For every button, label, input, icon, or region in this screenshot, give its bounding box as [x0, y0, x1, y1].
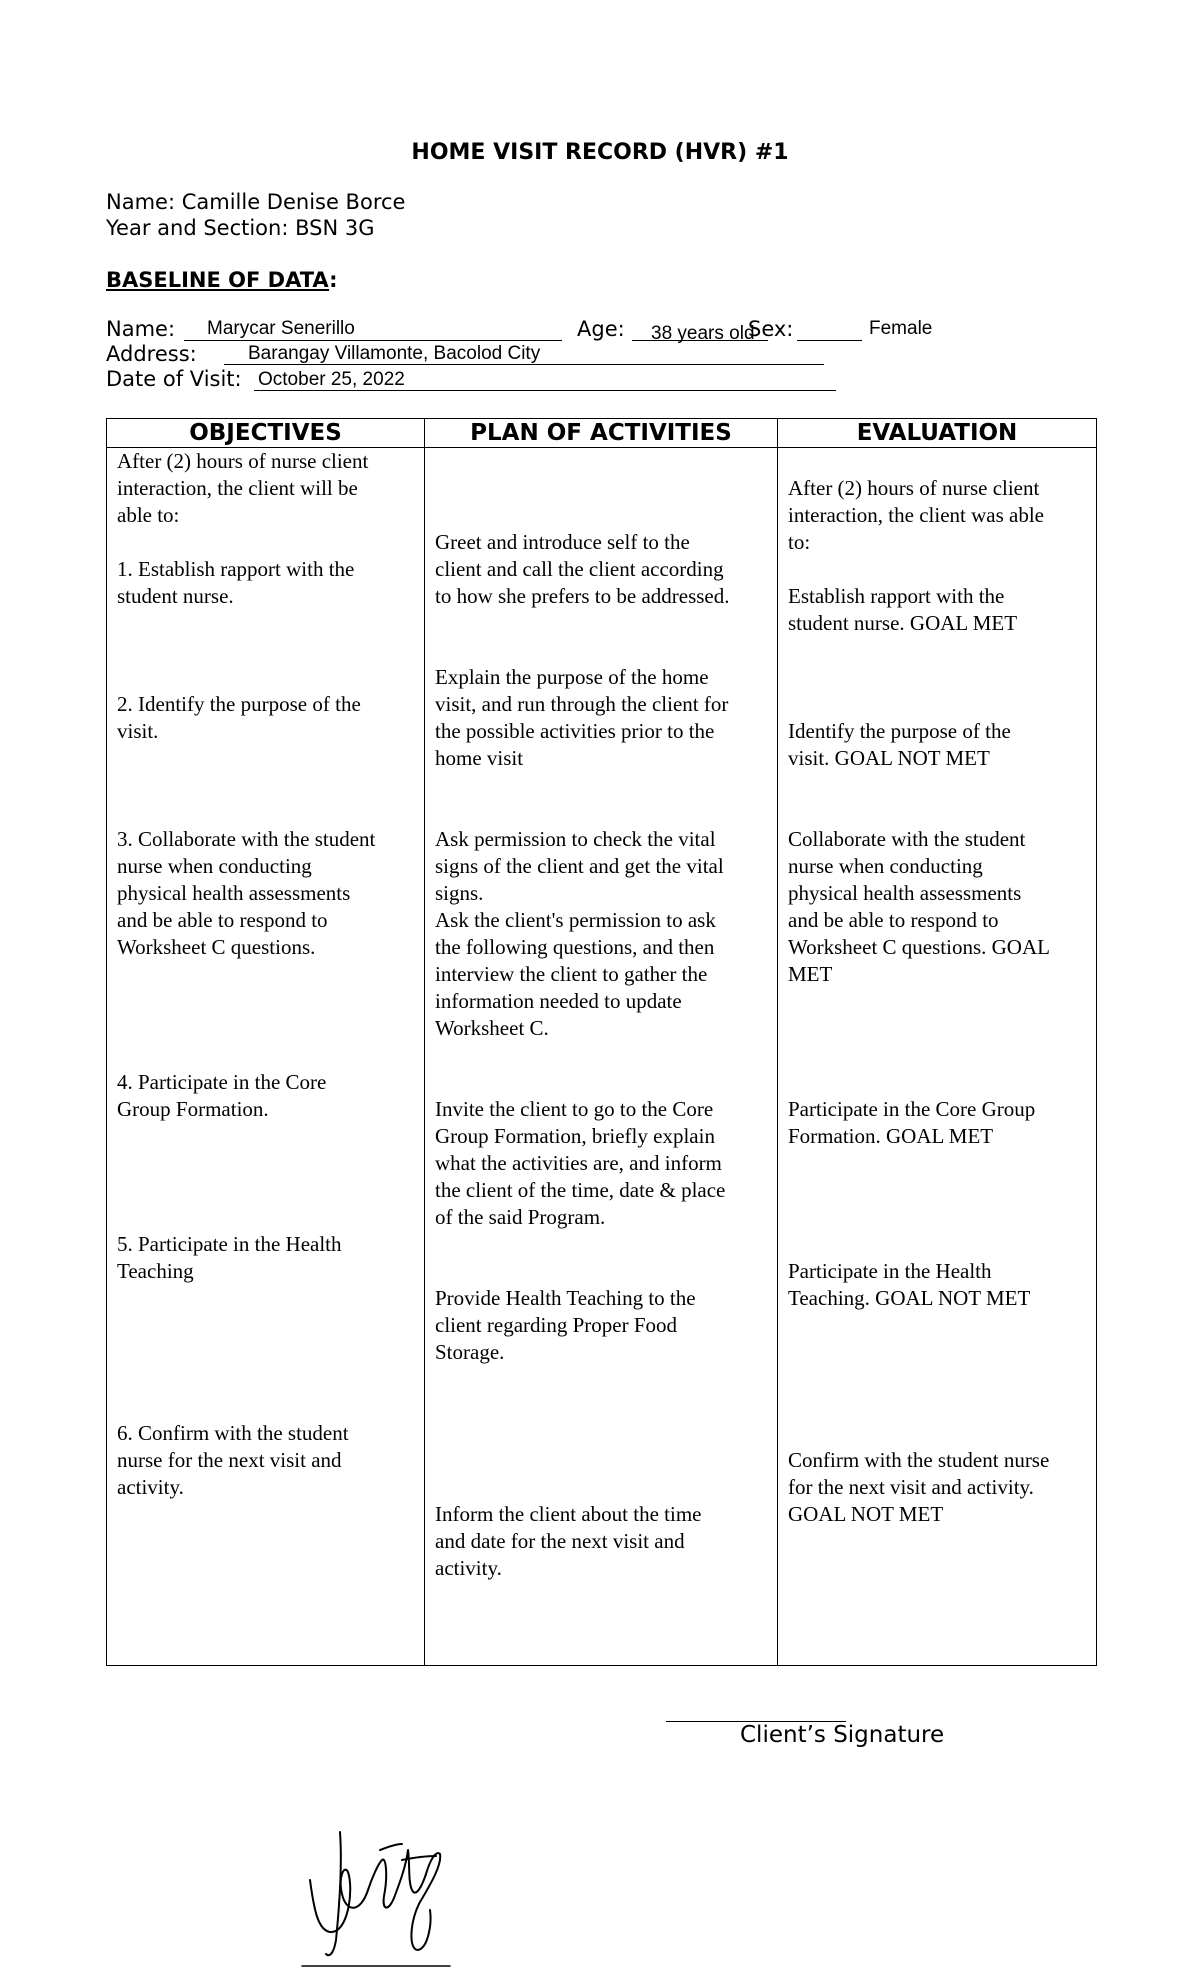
plan-of-activities-column [425, 448, 778, 1666]
student-name: Name: Camille Denise Borce [106, 190, 406, 214]
text-line: 3. Collaborate with the student [117, 827, 376, 851]
text-line: Worksheet C. [435, 1016, 549, 1040]
text-line: After (2) hours of nurse client [788, 476, 1040, 500]
objective-1 [117, 556, 416, 610]
evaluation-6 [788, 1447, 1088, 1528]
text-line: activity. [435, 1556, 502, 1580]
plan-4 [435, 1096, 769, 1231]
handwritten-signature-icon [290, 1820, 490, 1970]
evaluation-1 [788, 583, 1088, 637]
text-line: visit. GOAL NOT MET [788, 746, 990, 770]
plan-5 [435, 1285, 769, 1366]
text-line: 6. Confirm with the student [117, 1421, 349, 1445]
text-line: After (2) hours of nurse client [117, 449, 369, 473]
objectives-intro [117, 448, 416, 529]
text-line: for the next visit and activity. [788, 1475, 1034, 1499]
objective-4 [117, 1069, 416, 1123]
document-title: HOME VISIT RECORD (HVR) #1 [411, 140, 789, 165]
evaluation-4 [788, 1096, 1088, 1150]
text-line: and be able to respond to [788, 908, 999, 932]
plan-1 [435, 529, 769, 610]
client-age-label: Age: [577, 317, 625, 341]
text-line: nurse for the next visit and [117, 1448, 342, 1472]
text-line: 4. Participate in the Core [117, 1070, 327, 1094]
plan-3 [435, 826, 769, 1042]
evaluation-2 [788, 718, 1088, 772]
evaluation-intro [788, 475, 1088, 556]
text-line: the possible activities prior to the [435, 719, 715, 743]
text-line: Group Formation, briefly explain [435, 1124, 715, 1148]
text-line: information needed to update [435, 989, 682, 1013]
header-evaluation: EVALUATION [778, 419, 1097, 448]
visit-date-value: October 25, 2022 [258, 369, 405, 390]
text-line: client regarding Proper Food [435, 1313, 678, 1337]
text-line: the following questions, and then [435, 935, 715, 959]
client-address-label: Address: [106, 342, 197, 366]
text-line: home visit [435, 746, 524, 770]
text-line: Greet and introduce self to the [435, 530, 690, 554]
text-line: activity. [117, 1475, 184, 1499]
text-line: physical health assessments [117, 881, 351, 905]
baseline-heading-colon: : [329, 268, 338, 292]
objectives-column [107, 448, 425, 1666]
baseline-heading-text: BASELINE OF DATA [106, 268, 330, 292]
text-line: Group Formation. [117, 1097, 269, 1121]
header-plan-of-activities: PLAN OF ACTIVITIES [425, 419, 778, 448]
text-line: visit, and run through the client for [435, 692, 729, 716]
text-line: Teaching [117, 1259, 194, 1283]
client-address-value: Barangay Villamonte, Bacolod City [248, 343, 541, 364]
text-line: the client of the time, date & place [435, 1178, 726, 1202]
evaluation-5 [788, 1258, 1088, 1312]
text-line: to: [788, 530, 811, 554]
text-line: Participate in the Health [788, 1259, 992, 1283]
text-line: Provide Health Teaching to the [435, 1286, 696, 1310]
plan-2 [435, 664, 769, 772]
text-line: interaction, the client was able [788, 503, 1044, 527]
client-sex-rule [797, 340, 862, 341]
text-line: student nurse. GOAL MET [788, 611, 1018, 635]
objective-5 [117, 1231, 416, 1285]
year-section: Year and Section: BSN 3G [106, 216, 375, 240]
text-line: 5. Participate in the Health [117, 1232, 342, 1256]
evaluation-column [778, 448, 1097, 1666]
text-line: client and call the client according [435, 557, 724, 581]
home-visit-table [106, 418, 1097, 1666]
text-line: MET [788, 962, 833, 986]
text-line: Worksheet C questions. [117, 935, 316, 959]
text-line: Ask permission to check the vital [435, 827, 716, 851]
text-line: signs. [435, 881, 484, 905]
text-line: Ask the client's permission to ask [435, 908, 716, 932]
text-line: Invite the client to go to the Core [435, 1097, 714, 1121]
text-line: Formation. GOAL MET [788, 1124, 994, 1148]
text-line: student nurse. [117, 584, 234, 608]
text-line: Explain the purpose of the home [435, 665, 709, 689]
text-line: interview the client to gather the [435, 962, 708, 986]
text-line: Identify the purpose of the [788, 719, 1011, 743]
visit-date-label: Date of Visit: [106, 367, 242, 391]
objective-3 [117, 826, 416, 961]
baseline-heading [106, 268, 337, 292]
text-line: visit. [117, 719, 159, 743]
text-line: physical health assessments [788, 881, 1022, 905]
text-line: Storage. [435, 1340, 505, 1364]
text-line: Participate in the Core Group [788, 1097, 1036, 1121]
text-line: and be able to respond to [117, 908, 328, 932]
text-line: 1. Establish rapport with the [117, 557, 355, 581]
text-line: 2. Identify the purpose of the [117, 692, 361, 716]
text-line: Collaborate with the student [788, 827, 1026, 851]
client-sex-value: Female [869, 318, 933, 339]
text-line: nurse when conducting [117, 854, 312, 878]
table-header-row [107, 419, 1097, 448]
text-line: Confirm with the student nurse [788, 1448, 1050, 1472]
text-line: Establish rapport with the [788, 584, 1005, 608]
client-signature-label: Client’s Signature [740, 1722, 945, 1748]
text-line: and date for the next visit and [435, 1529, 685, 1553]
client-name-rule [184, 340, 562, 341]
text-line: Inform the client about the time [435, 1502, 702, 1526]
text-line: nurse when conducting [788, 854, 983, 878]
objective-6 [117, 1420, 416, 1501]
text-line: of the said Program. [435, 1205, 606, 1229]
text-line: Worksheet C questions. GOAL [788, 935, 1050, 959]
text-line: Teaching. GOAL NOT MET [788, 1286, 1031, 1310]
text-line: GOAL NOT MET [788, 1502, 944, 1526]
header-objectives: OBJECTIVES [107, 419, 425, 448]
objective-2 [117, 691, 416, 745]
text-line: signs of the client and get the vital [435, 854, 724, 878]
client-name-value: Marycar Senerillo [207, 318, 355, 339]
text-line: what the activities are, and inform [435, 1151, 722, 1175]
text-line: to how she prefers to be addressed. [435, 584, 730, 608]
client-name-label: Name: [106, 317, 176, 341]
plan-6 [435, 1501, 769, 1582]
table-body-row [107, 448, 1097, 1666]
text-line: able to: [117, 503, 180, 527]
evaluation-3 [788, 826, 1088, 988]
text-line: interaction, the client will be [117, 476, 358, 500]
client-sex-label: Sex: [748, 317, 794, 341]
client-age-value: 38 years old [651, 323, 755, 344]
